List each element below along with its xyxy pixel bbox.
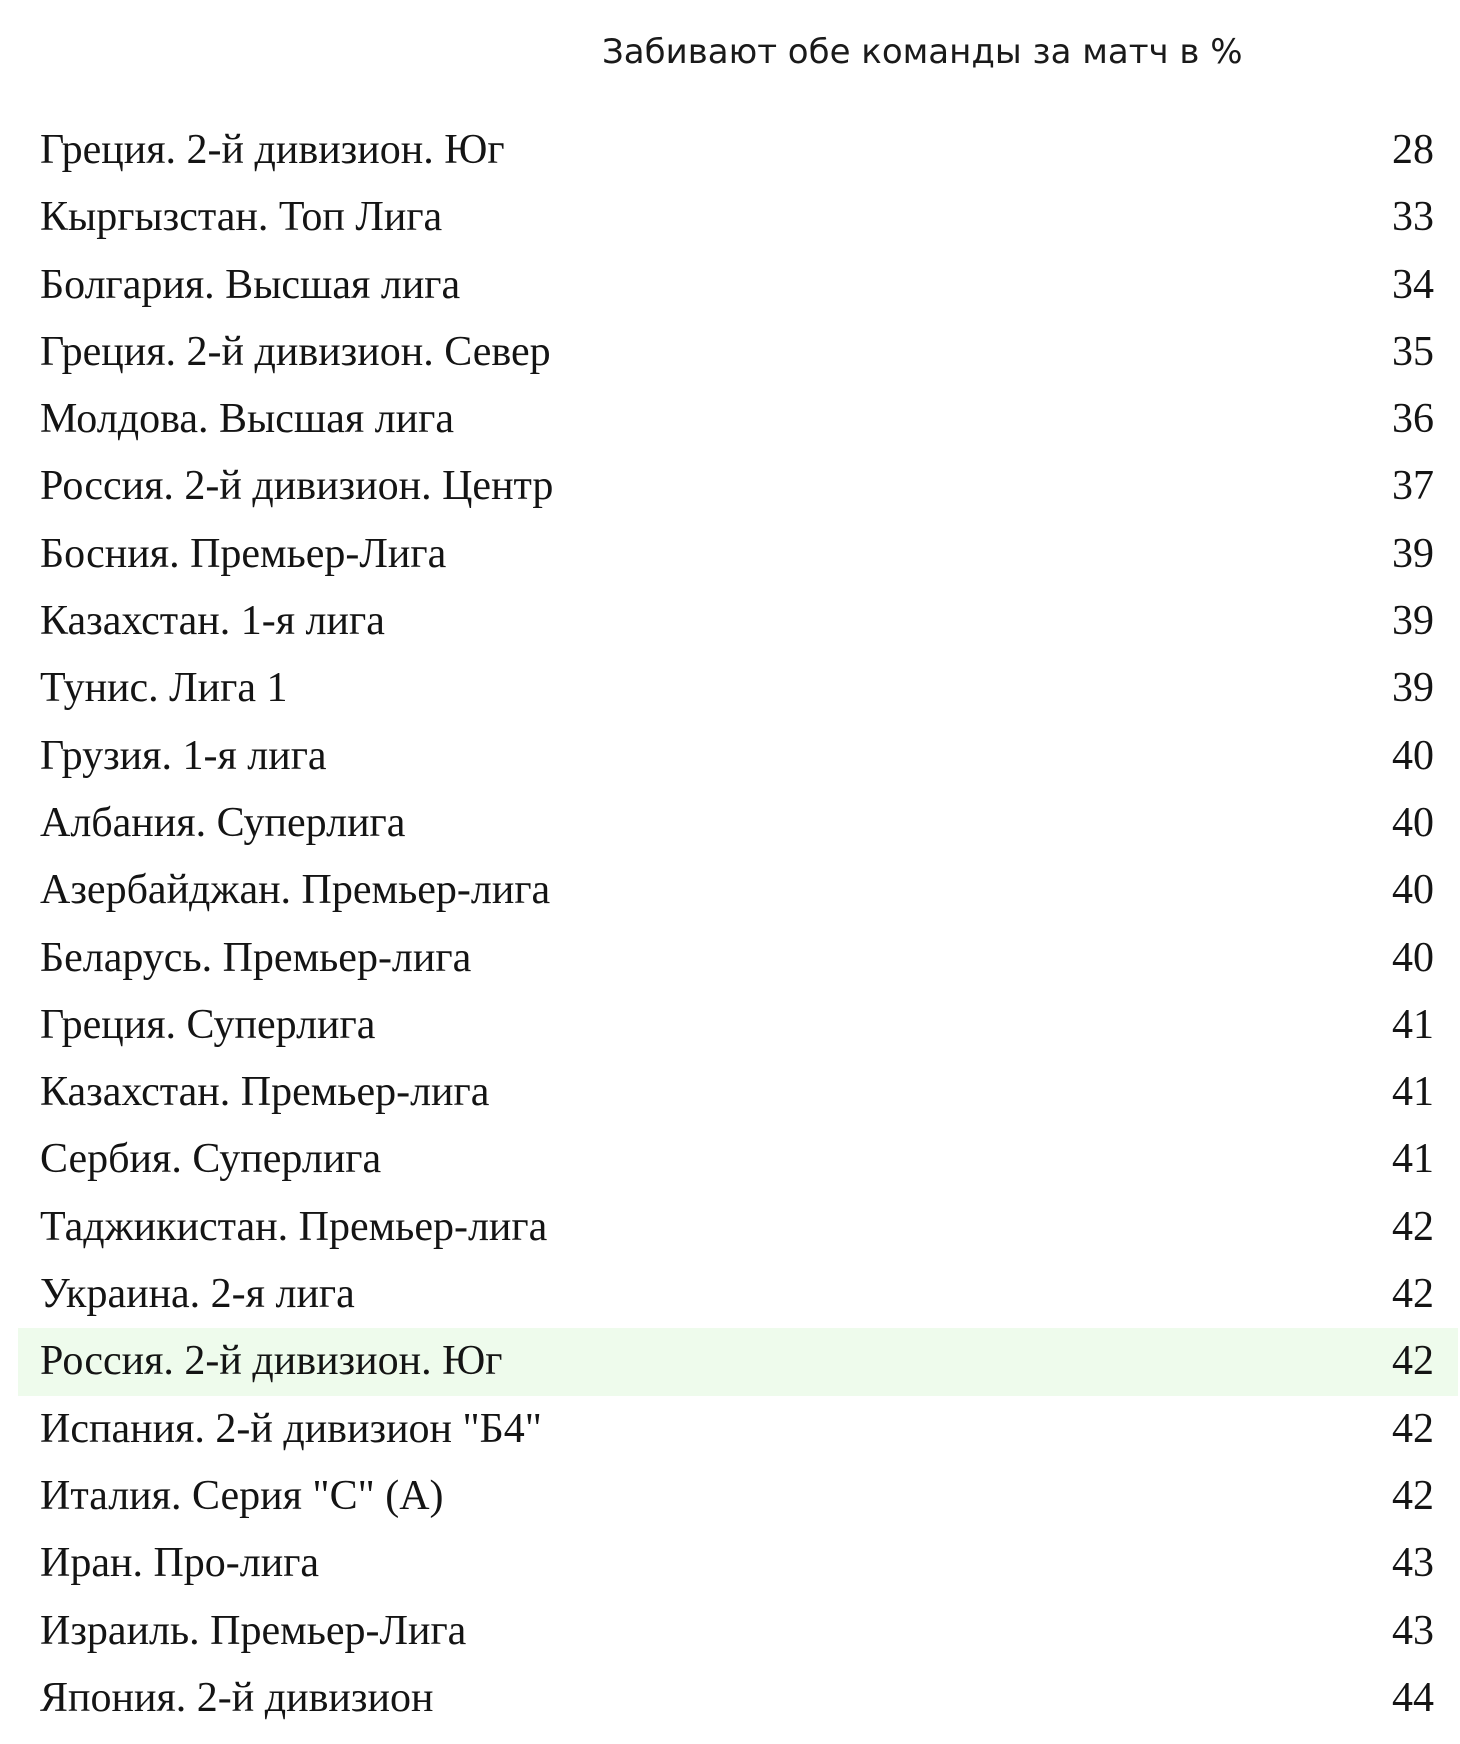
table-row <box>18 857 1458 924</box>
percent-value: 40 <box>1392 732 1434 779</box>
table-row <box>18 1059 1458 1126</box>
table-row <box>18 1598 1458 1665</box>
league-name: Италия. Серия "С" (А) <box>40 1472 444 1519</box>
table-row <box>18 1126 1458 1193</box>
percent-value: 42 <box>1392 1405 1434 1452</box>
percent-value: 41 <box>1392 1001 1434 1048</box>
table-row <box>18 588 1458 655</box>
percent-value: 41 <box>1392 1069 1434 1116</box>
table-row <box>18 1463 1458 1530</box>
percent-value: 42 <box>1392 1338 1434 1385</box>
league-name: Босния. Премьер-Лига <box>40 530 447 577</box>
table-row <box>18 1396 1458 1463</box>
table-row <box>18 386 1458 453</box>
table-title: Забивают обе команды за матч в % <box>602 32 1243 72</box>
league-name: Кыргызстан. Топ Лига <box>40 194 443 241</box>
table-row <box>18 117 1458 184</box>
percent-value: 39 <box>1392 530 1434 577</box>
league-name: Казахстан. Премьер-лига <box>40 1069 490 1116</box>
table-row <box>18 1194 1458 1261</box>
table-row <box>18 521 1458 588</box>
league-name: Украина. 2-я лига <box>40 1271 355 1318</box>
percent-value: 41 <box>1392 1136 1434 1183</box>
table-row <box>18 925 1458 992</box>
league-name: Азербайджан. Премьер-лига <box>40 867 551 914</box>
table-row-highlighted <box>18 1328 1458 1395</box>
league-name: Молдова. Высшая лига <box>40 396 454 443</box>
league-name: Казахстан. 1-я лига <box>40 598 385 645</box>
percent-value: 33 <box>1392 194 1434 241</box>
percent-value: 39 <box>1392 665 1434 712</box>
percent-value: 39 <box>1392 598 1434 645</box>
table-row <box>18 1261 1458 1328</box>
percent-value: 42 <box>1392 1472 1434 1519</box>
league-name: Тунис. Лига 1 <box>40 665 288 712</box>
league-name: Грузия. 1-я лига <box>40 732 327 779</box>
table-row <box>18 992 1458 1059</box>
percent-value: 40 <box>1392 799 1434 846</box>
percent-value: 37 <box>1392 463 1434 510</box>
percent-value: 40 <box>1392 934 1434 981</box>
league-table <box>18 117 1458 1732</box>
league-name: Греция. 2-й дивизион. Юг <box>40 127 505 173</box>
table-row <box>18 1665 1458 1732</box>
table-row <box>18 790 1458 857</box>
league-name: Сербия. Суперлига <box>40 1136 382 1183</box>
table-row <box>18 723 1458 790</box>
league-name: Россия. 2-й дивизион. Юг <box>40 1338 503 1385</box>
league-name: Греция. Суперлига <box>40 1001 376 1048</box>
percent-value: 34 <box>1392 261 1434 308</box>
document-header <box>0 24 1460 80</box>
percent-value: 40 <box>1392 867 1434 914</box>
percent-value: 42 <box>1392 1271 1434 1318</box>
league-name: Япония. 2-й дивизион <box>40 1674 434 1721</box>
league-name: Испания. 2-й дивизион "Б4" <box>40 1405 542 1452</box>
table-row <box>18 1530 1458 1597</box>
percent-value: 28 <box>1392 127 1434 173</box>
table-row <box>18 453 1458 520</box>
table-row <box>18 252 1458 319</box>
league-name: Греция. 2-й дивизион. Север <box>40 328 551 375</box>
league-name: Болгария. Высшая лига <box>40 261 461 308</box>
percent-value: 44 <box>1392 1674 1434 1721</box>
league-name: Беларусь. Премьер-лига <box>40 934 472 981</box>
table-row <box>18 184 1458 251</box>
league-name: Израиль. Премьер-Лига <box>40 1607 467 1654</box>
percent-value: 43 <box>1392 1540 1434 1587</box>
percent-value: 35 <box>1392 328 1434 375</box>
table-row <box>18 319 1458 386</box>
league-name: Иран. Про-лига <box>40 1540 320 1587</box>
table-row <box>18 655 1458 722</box>
league-name: Россия. 2-й дивизион. Центр <box>40 463 554 510</box>
percent-value: 36 <box>1392 396 1434 443</box>
league-name: Албания. Суперлига <box>40 799 406 846</box>
percent-value: 42 <box>1392 1203 1434 1250</box>
percent-value: 43 <box>1392 1607 1434 1654</box>
league-name: Таджикистан. Премьер-лига <box>40 1203 548 1250</box>
